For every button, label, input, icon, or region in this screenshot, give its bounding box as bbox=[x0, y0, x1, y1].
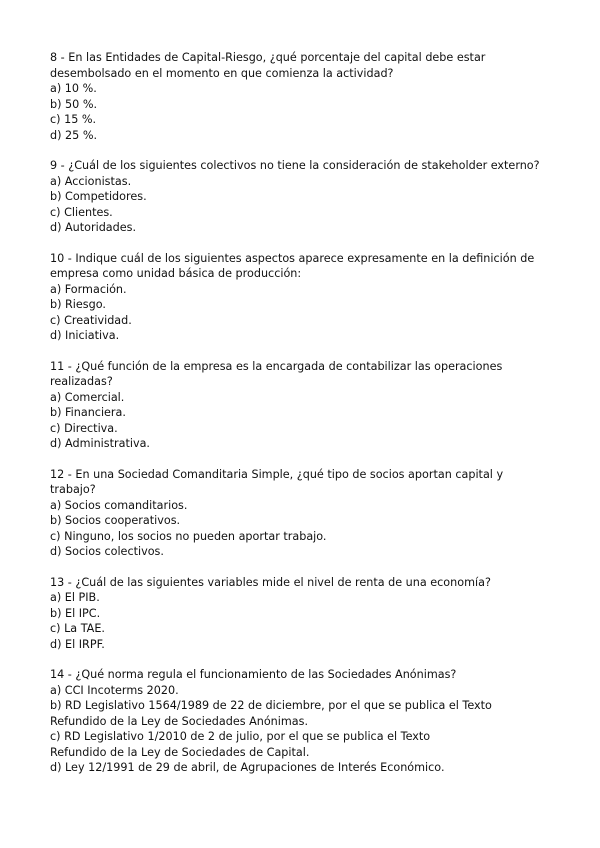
option-c: c) Directiva. bbox=[50, 421, 118, 435]
option-c: c) Ninguno, los socios no pueden aportar trabajo. bbox=[50, 529, 327, 543]
option-b: b) Competidores. bbox=[50, 190, 147, 203]
option-b: b) Socios cooperativos. bbox=[50, 514, 181, 527]
question-text: 9 - ¿Cuál de los siguientes colectivos no tiene la consideración de stakeholder externo? bbox=[50, 159, 540, 172]
option-b: b) Riesgo. bbox=[50, 298, 106, 311]
option-a: a) 10 %. bbox=[50, 82, 97, 95]
option-a: a) Socios comanditarios. bbox=[50, 498, 188, 512]
question-12 bbox=[50, 467, 550, 560]
question-text: 14 - ¿Qué norma regula el funcionamiento de las Sociedades Anónimas? bbox=[50, 668, 457, 681]
option-c: c) 15 %. bbox=[50, 113, 97, 126]
question-9 bbox=[50, 158, 550, 236]
question-10 bbox=[50, 251, 550, 344]
question-text: 8 - En las Entidades de Capital-Riesgo, ¿qué porcentaje del capital debe estar desembolsado en el momento en que comienza la actividad? bbox=[50, 51, 489, 80]
option-a: a) El PIB. bbox=[50, 591, 100, 604]
option-d: d) El IRPF. bbox=[50, 637, 105, 651]
option-b: b) El IPC. bbox=[50, 606, 101, 620]
question-11 bbox=[50, 359, 550, 452]
option-b: b) 50 %. bbox=[50, 97, 98, 111]
question-text: 10 - Indique cuál de los siguientes aspectos aparece expresamente en la definición de empresa como unidad básica de producción: bbox=[50, 251, 538, 280]
option-c: c) La TAE. bbox=[50, 622, 105, 635]
option-c: c) RD Legislativo 1/2010 de 2 de julio, por el que se publica el Texto Refundido de la Ley de Sociedades de Capital. bbox=[50, 730, 431, 759]
option-d: d) Autoridades. bbox=[50, 221, 137, 234]
exam-page bbox=[50, 50, 550, 791]
option-b: b) Financiera. bbox=[50, 406, 126, 419]
option-a: a) CCI Incoterms 2020. bbox=[50, 683, 179, 697]
option-d: d) Administrativa. bbox=[50, 437, 150, 450]
option-c: c) Creatividad. bbox=[50, 313, 132, 327]
question-text: 13 - ¿Cuál de las siguientes variables mide el nivel de renta de una economía? bbox=[50, 575, 491, 589]
question-text: 12 - En una Sociedad Comanditaria Simple, ¿qué tipo de socios aportan capital y trabajo? bbox=[50, 467, 507, 496]
option-a: a) Accionistas. bbox=[50, 174, 132, 188]
option-a: a) Formación. bbox=[50, 282, 127, 296]
option-d: d) 25 %. bbox=[50, 128, 98, 142]
question-14 bbox=[50, 667, 550, 776]
question-8 bbox=[50, 50, 550, 143]
option-d: d) Iniciativa. bbox=[50, 329, 120, 342]
option-d: d) Ley 12/1991 de 29 de abril, de Agrupaciones de Interés Económico. bbox=[50, 761, 445, 774]
option-c: c) Clientes. bbox=[50, 205, 113, 219]
question-13 bbox=[50, 575, 550, 653]
option-d: d) Socios colectivos. bbox=[50, 545, 164, 558]
option-a: a) Comercial. bbox=[50, 390, 125, 404]
option-b: b) RD Legislativo 1564/1989 de 22 de diciembre, por el que se publica el Texto Refundido de la Ley de Sociedades Anónimas. bbox=[50, 699, 492, 728]
question-text: 11 - ¿Qué función de la empresa es la encargada de contabilizar las operaciones realizadas? bbox=[50, 359, 506, 388]
